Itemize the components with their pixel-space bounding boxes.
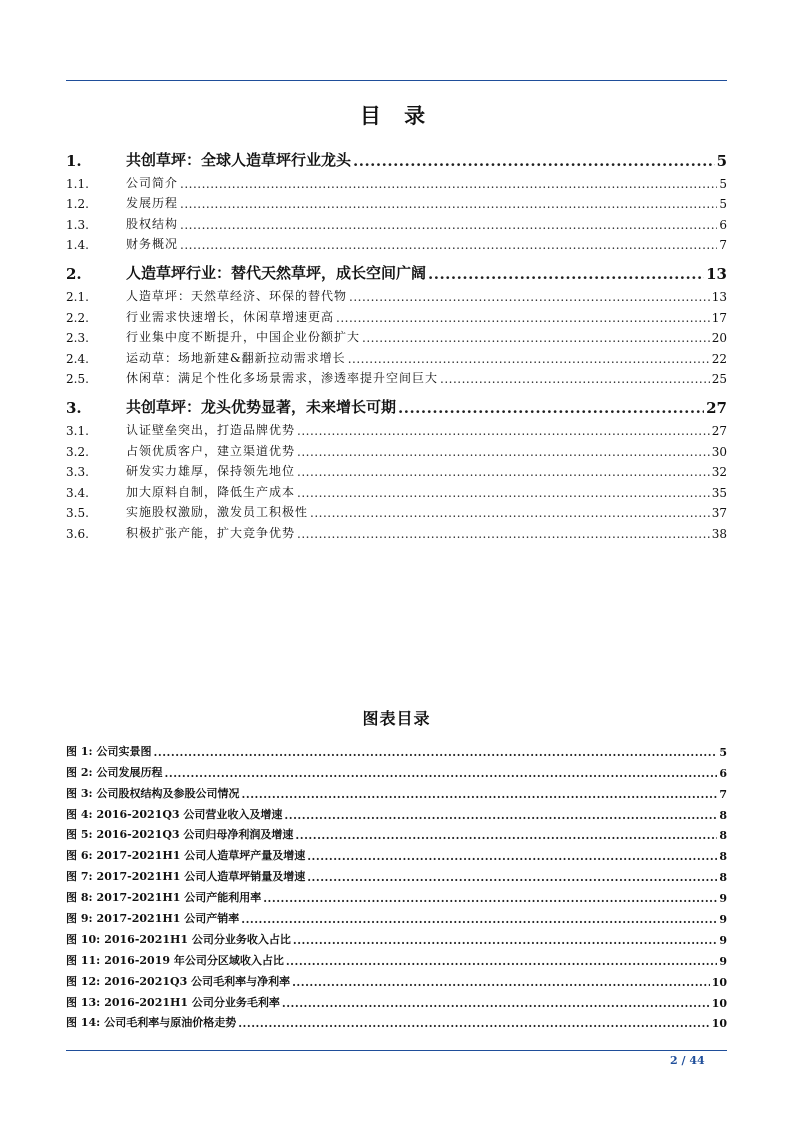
toc-dot-leader [180, 218, 717, 232]
figure-entry[interactable] [66, 884, 727, 905]
toc-entry[interactable] [66, 479, 727, 500]
figure-entry[interactable] [66, 947, 727, 968]
figures-list [66, 738, 727, 1030]
toc-dot-leader [428, 265, 704, 283]
figure-entry-title: 2016-2021Q3 公司归母净利润及增速 [96, 828, 294, 842]
figure-entry[interactable] [66, 968, 727, 989]
figure-entry[interactable] [66, 905, 727, 926]
toc-entry[interactable] [66, 191, 727, 212]
figure-dot-leader [154, 746, 718, 759]
toc-entry-page: 30 [711, 444, 727, 459]
toc-entry-page: 5 [716, 152, 727, 170]
figure-entry-title: 公司发展历程 [96, 765, 163, 779]
figure-entry-number: 图 11: [66, 953, 101, 967]
toc-entry-title: 公司简介 [126, 175, 179, 190]
figure-dot-leader [282, 997, 710, 1010]
toc-entry-number: 2. [66, 265, 82, 284]
figure-entry-page: 8 [719, 871, 727, 885]
toc-dot-leader [398, 399, 704, 417]
toc-entry-title: 实施股权激励，激发员工积极性 [126, 505, 309, 520]
toc-entry-page: 25 [711, 372, 727, 387]
toc-dot-leader [353, 152, 715, 170]
figure-entry-title: 2017-2021H1 公司人造草坪销量及增速 [96, 870, 306, 884]
toc-entry-number: 3.5. [66, 506, 89, 521]
toc-entry-page: 22 [711, 351, 727, 366]
figure-entry[interactable] [66, 780, 727, 801]
toc-entry-number: 3.2. [66, 444, 89, 459]
figure-entry-title: 公司毛利率与原油价格走势 [104, 1016, 237, 1030]
toc-entry-page: 27 [711, 423, 727, 438]
toc-entry[interactable] [66, 170, 727, 191]
toc-entry-number: 3.3. [66, 465, 89, 480]
figure-entry-title: 2016-2021Q3 公司毛利率与净利率 [104, 974, 291, 988]
toc-entry[interactable] [66, 304, 727, 325]
figure-dot-leader [242, 788, 718, 801]
toc-entry-page: 37 [711, 506, 727, 521]
figure-entry-page: 9 [719, 892, 727, 906]
toc-entry-title: 人造草坪行业：替代天然草坪，成长空间广阔 [126, 264, 427, 283]
figure-entry-number: 图 1: [66, 744, 93, 758]
toc-entry-title: 共创草坪：龙头优势显著，未来增长可期 [126, 398, 397, 417]
figure-entry[interactable] [66, 1010, 727, 1031]
toc-entry-number: 3. [66, 399, 82, 418]
figure-entry-page: 9 [719, 913, 727, 927]
toc-entry[interactable] [66, 366, 727, 387]
toc-entry-page: 32 [711, 465, 727, 480]
figure-dot-leader [293, 934, 717, 947]
toc-dot-leader [349, 290, 710, 304]
toc-entry-title: 休闲草：满足个性化多场景需求，渗透率提升空间巨大 [126, 371, 439, 386]
toc-entry-number: 2.2. [66, 310, 89, 325]
figure-entry-page: 9 [719, 954, 727, 968]
figure-dot-leader [238, 1017, 709, 1030]
figure-entry[interactable] [66, 801, 727, 822]
figure-dot-leader [307, 871, 717, 884]
toc-entry-page: 7 [719, 238, 727, 253]
toc-entry-title: 行业需求快速增长，休闲草增速更高 [126, 309, 335, 324]
toc-entry[interactable] [66, 232, 727, 253]
figure-dot-leader [241, 913, 717, 926]
figure-dot-leader [263, 892, 717, 905]
toc-entry-page: 6 [719, 217, 727, 232]
figure-entry-title: 2016-2021Q3 公司营业收入及增速 [96, 807, 283, 821]
toc-entry-title: 认证壁垒突出，打造品牌优势 [126, 422, 296, 437]
toc-entry-title: 加大原料自制，降低生产成本 [126, 484, 296, 499]
toc-entry-page: 20 [711, 331, 727, 346]
toc-entry-title: 股权结构 [126, 216, 179, 231]
toc-entry-page: 27 [706, 399, 727, 418]
toc-entry[interactable] [66, 211, 727, 232]
figure-entry-title: 公司实景图 [96, 744, 152, 758]
toc-dot-leader [440, 372, 710, 386]
toc-entry-number: 1.2. [66, 197, 89, 212]
figure-entry-title: 2016-2019 年公司分区域收入占比 [104, 953, 284, 967]
toc-entry-number: 3.6. [66, 526, 89, 541]
toc-dot-leader [362, 331, 710, 345]
toc-entry-page: 5 [719, 197, 727, 212]
figure-entry-page: 8 [719, 808, 727, 822]
figure-entry-page: 10 [711, 975, 727, 989]
figure-entry-number: 图 12: [66, 974, 101, 988]
figure-entry-page: 8 [719, 850, 727, 864]
figure-entry-page: 6 [719, 766, 727, 780]
figure-entry-number: 图 3: [66, 786, 93, 800]
figure-entry-title: 2016-2021H1 公司分业务收入占比 [104, 932, 291, 946]
figure-entry-title: 2017-2021H1 公司产销率 [96, 912, 240, 926]
toc-entry-page: 13 [706, 265, 727, 284]
figure-entry-number: 图 10: [66, 932, 101, 946]
toc-entry-title: 财务概况 [126, 237, 179, 252]
figure-entry-number: 图 14: [66, 1016, 101, 1030]
figure-entry[interactable] [66, 863, 727, 884]
figure-entry-title: 2017-2021H1 公司人造草坪产量及增速 [96, 849, 306, 863]
toc-entry-number: 2.4. [66, 351, 89, 366]
toc-entry[interactable] [66, 391, 727, 417]
page-title: 目 录 [359, 103, 434, 128]
toc-entry[interactable] [66, 283, 727, 304]
figure-entry-page: 9 [719, 933, 727, 947]
toc-entry-number: 3.1. [66, 423, 89, 438]
toc-entry-number: 2.5. [66, 372, 89, 387]
footer-rule [66, 1050, 727, 1051]
figure-entry[interactable] [66, 822, 727, 843]
figure-dot-leader [165, 767, 718, 780]
page-number: 2 / 44 [670, 1054, 705, 1067]
figure-entry-title: 2016-2021H1 公司分业务毛利率 [104, 995, 280, 1009]
toc-entry[interactable] [66, 459, 727, 480]
toc-entry[interactable] [66, 520, 727, 541]
header-rule [66, 80, 727, 81]
figure-entry-number: 图 2: [66, 765, 93, 779]
toc-entry-page: 38 [711, 526, 727, 541]
figure-entry-page: 7 [719, 787, 727, 801]
toc-entry-title: 研发实力雄厚，保持领先地位 [126, 464, 296, 479]
figure-entry[interactable] [66, 926, 727, 947]
toc-entry[interactable] [66, 345, 727, 366]
toc-entry-title: 发展历程 [126, 196, 179, 211]
toc-entry-page: 13 [711, 289, 727, 304]
figure-entry-page: 5 [719, 745, 727, 759]
figure-entry-page: 10 [711, 996, 727, 1010]
figure-entry-number: 图 8: [66, 891, 93, 905]
figure-entry-page: 8 [719, 829, 727, 843]
toc-dot-leader [180, 177, 717, 191]
toc-entry-number: 1. [66, 152, 82, 170]
toc-dot-leader [336, 311, 710, 325]
toc-dot-leader [297, 445, 710, 459]
figure-entry-number: 图 4: [66, 807, 93, 821]
toc-entry[interactable] [66, 500, 727, 521]
toc-entry[interactable] [66, 325, 727, 346]
toc-dot-leader [310, 506, 710, 520]
figure-entry-number: 图 7: [66, 870, 93, 884]
toc-dot-leader [180, 197, 717, 211]
toc-entry[interactable] [66, 417, 727, 438]
figure-entry-title: 公司股权结构及参股公司情况 [96, 786, 240, 800]
toc-entry-number: 1.1. [66, 176, 89, 191]
figure-entry[interactable] [66, 738, 727, 759]
toc-entry-number: 2.1. [66, 289, 89, 304]
toc-entry-page: 5 [719, 176, 727, 191]
table-of-contents [66, 144, 727, 541]
toc-dot-leader [297, 527, 710, 541]
figure-entry-title: 2017-2021H1 公司产能利用率 [96, 891, 262, 905]
toc-entry-number: 1.4. [66, 238, 89, 253]
toc-entry-title: 积极扩张产能，扩大竞争优势 [126, 525, 296, 540]
figure-entry[interactable] [66, 989, 727, 1010]
figure-dot-leader [284, 809, 717, 822]
figure-entry-number: 图 6: [66, 849, 93, 863]
toc-dot-leader [297, 486, 710, 500]
toc-entry-title: 共创草坪：全球人造草坪行业龙头 [126, 151, 352, 169]
toc-entry-title: 行业集中度不断提升，中国企业份额扩大 [126, 330, 361, 345]
figure-entry-number: 图 9: [66, 912, 93, 926]
figure-entry-number: 图 5: [66, 828, 93, 842]
figure-entry-number: 图 13: [66, 995, 101, 1009]
figure-dot-leader [307, 850, 717, 863]
figure-dot-leader [295, 829, 717, 842]
toc-dot-leader [180, 238, 717, 252]
figure-entry[interactable] [66, 759, 727, 780]
figure-dot-leader [286, 955, 718, 968]
toc-dot-leader [348, 352, 710, 366]
toc-entry-page: 17 [711, 310, 727, 325]
toc-entry[interactable] [66, 438, 727, 459]
toc-entry-number: 2.3. [66, 331, 89, 346]
toc-dot-leader [297, 465, 710, 479]
toc-entry[interactable] [66, 257, 727, 283]
figure-dot-leader [292, 976, 710, 989]
figure-entry[interactable] [66, 842, 727, 863]
toc-entry-title: 占领优质客户，建立渠道优势 [126, 443, 296, 458]
toc-entry-page: 35 [711, 485, 727, 500]
figures-title: 图表目录 [362, 709, 431, 728]
figure-entry-page: 10 [711, 1017, 727, 1031]
toc-dot-leader [297, 424, 710, 438]
toc-entry-number: 1.3. [66, 217, 89, 232]
toc-entry-title: 运动草：场地新建&翻新拉动需求增长 [126, 350, 346, 365]
toc-entry[interactable] [66, 144, 727, 170]
toc-entry-number: 3.4. [66, 485, 89, 500]
toc-entry-title: 人造草坪：天然草经济、环保的替代物 [126, 288, 348, 303]
